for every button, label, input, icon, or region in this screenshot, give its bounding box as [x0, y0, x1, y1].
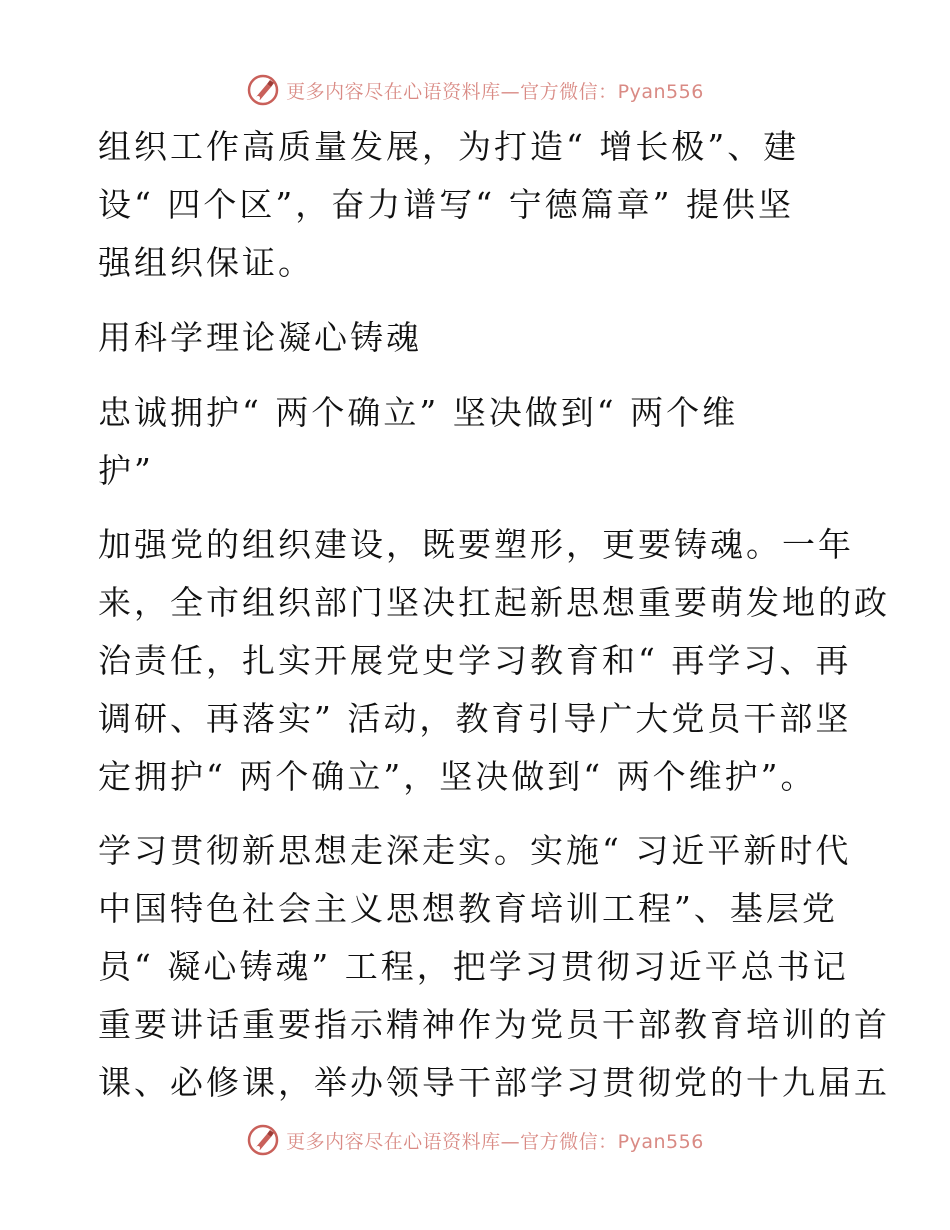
- fountain-pen-logo-icon: [246, 73, 280, 107]
- body-line: 中国特色社会主义思想教育培训工程”、基层党: [98, 889, 838, 928]
- footer-watermark-text: 更多内容尽在心语资料库—官方微信：Pyan556: [286, 1130, 704, 1153]
- body-line: 员“ 凝心铸魂” 工程，把学习贯彻习近平总书记: [98, 947, 849, 986]
- fountain-pen-logo-icon: [246, 1123, 280, 1157]
- body-line: 加强党的组织建设，既要塑形，更要铸魂。一年: [98, 525, 854, 564]
- body-line: 定拥护“ 两个确立”，坚决做到“ 两个维护”。: [98, 757, 817, 796]
- section-heading: 用科学理论凝心铸魂: [98, 318, 422, 357]
- body-line: 来，全市组织部门坚决扛起新思想重要萌发地的政: [98, 583, 890, 622]
- subsection-heading-continued: 护”: [98, 451, 154, 490]
- body-line: 组织工作高质量发展，为打造“ 增长极”、建: [98, 127, 800, 166]
- header-watermark: [0, 70, 950, 110]
- body-line: 设“ 四个区”，奋力谱写“ 宁德篇章” 提供坚: [98, 185, 794, 224]
- header-watermark-group: [246, 73, 704, 107]
- body-line: 学习贯彻新思想走深走实。实施“ 习近平新时代: [98, 831, 852, 870]
- body-line: 强组织保证。: [98, 243, 314, 282]
- body-line: 调研、再落实” 活动，教育引导广大党员干部坚: [98, 699, 852, 738]
- body-line: 治责任，扎实开展党史学习教育和“ 再学习、再: [98, 641, 852, 680]
- footer-watermark: [0, 1120, 950, 1160]
- subsection-heading: 忠诚拥护“ 两个确立” 坚决做到“ 两个维: [98, 393, 739, 432]
- footer-watermark-group: [246, 1123, 704, 1157]
- body-line: 课、必修课，举办领导干部学习贯彻党的十九届五: [98, 1063, 890, 1102]
- header-watermark-text: 更多内容尽在心语资料库—官方微信：Pyan556: [286, 80, 704, 103]
- body-line: 重要讲话重要指示精神作为党员干部教育培训的首: [98, 1005, 890, 1044]
